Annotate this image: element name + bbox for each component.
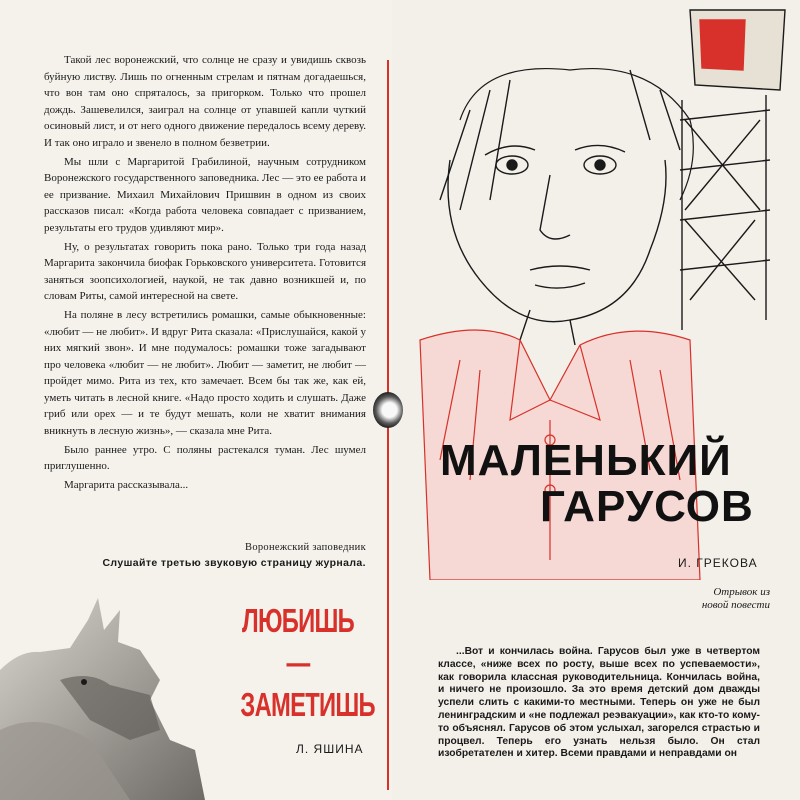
- excerpt-paragraph: ...Вот и кончилась война. Гарусов был уже в четвертом классе, «ниже всех по росту, выше всех по успеваемости», как говорила классная руководительница. Кончилась война, и ничего не произошло. За это время детский дом дважды успели слить с какими-то местными. Теперь он уже не был ленинградским и «не подлежал реэвакуации», как кто-то кому-то объяснял. Гарусов об этом услыхал, загорелся страстью и процвел. Теперь его узнать нельзя было. Он стал изобретателен и хитер. Всеми правдами и неправдами он: [438, 646, 760, 760]
- article-paragraph: Было раннее утро. С поляны растекался туман. Лес шумел приглушенно.: [44, 443, 366, 473]
- right-title: [440, 438, 780, 530]
- listen-note: Слушайте третью звуковую страницу журнала.: [102, 557, 366, 569]
- left-article: [44, 52, 366, 493]
- left-title-line: ЛЮБИШЬ—: [242, 602, 354, 681]
- right-title-line: ГАРУСОВ: [540, 482, 754, 531]
- right-author: И. ГРЕКОВА: [678, 556, 758, 570]
- article-paragraph: Мы шли с Маргаритой Грабилиной, научным сотрудником Воронежского государственного заповедника. Лес — это ее работа и ее призвание. Михаил Михайлович Пришвин в одном из своих рассказов писал: «Когда работа человека совпадает с призванием, результаты его трудов удивляют мир».: [44, 155, 366, 234]
- left-title: [240, 600, 375, 726]
- left-title-line: ЗАМЕТИШЬ: [240, 686, 375, 723]
- excerpt-text: [438, 646, 760, 761]
- article-paragraph: Маргарита рассказывала...: [64, 478, 189, 491]
- deer-photo: [0, 590, 220, 800]
- article-paragraph: На поляне в лесу встретились ромашки, самые обыкновенные: «любит — не любит». И вдруг Рита сказала: «Прислушайся, какой у них мягкий звон». И мне подумалось: ромашки тоже загадывают про человека «любит — не любит». Любит — заметит, не любит — пройдет мимо. Рита из тех, кто замечает. Всем бы так же, как ей, уметь читать в лесной книге. «Надо просто ходить и слушать. Даже гриб или орех — и те будут мешать, коли не хватит внимания вникнуть в лесную жизнь», — сказала мне Рита.: [44, 308, 366, 438]
- left-author: Л. ЯШИНА: [296, 742, 364, 756]
- article-paragraph: Ну, о результатах говорить пока рано. Только три года назад Маргарита закончила биофак Горьковского университета. Готовится заняться зоопсихологией, наукой, не так давно возникшей и, по словам Риты, самой интересной на свете.: [44, 240, 366, 303]
- binding-hole: [373, 392, 403, 428]
- right-title-line: МАЛЕНЬКИЙ: [440, 436, 732, 485]
- article-paragraph: Такой лес воронежский, что солнце не сразу и увидишь сквозь буйную листву. Лишь по огненным стрелам и пятнам догадаешься, что вон там оно спряталось, за пригорком. Только что прошел дождь. Зашевелился, заиграл на солнце от упавшей капли чуткий осиновый лист, и от него одного движение передалось всему дереву. И так оно играло и звенело в полном безветрии.: [44, 54, 366, 149]
- source-credit: Воронежский заповедник: [245, 542, 366, 553]
- excerpt-note: Отрывок из новой повести: [701, 586, 770, 611]
